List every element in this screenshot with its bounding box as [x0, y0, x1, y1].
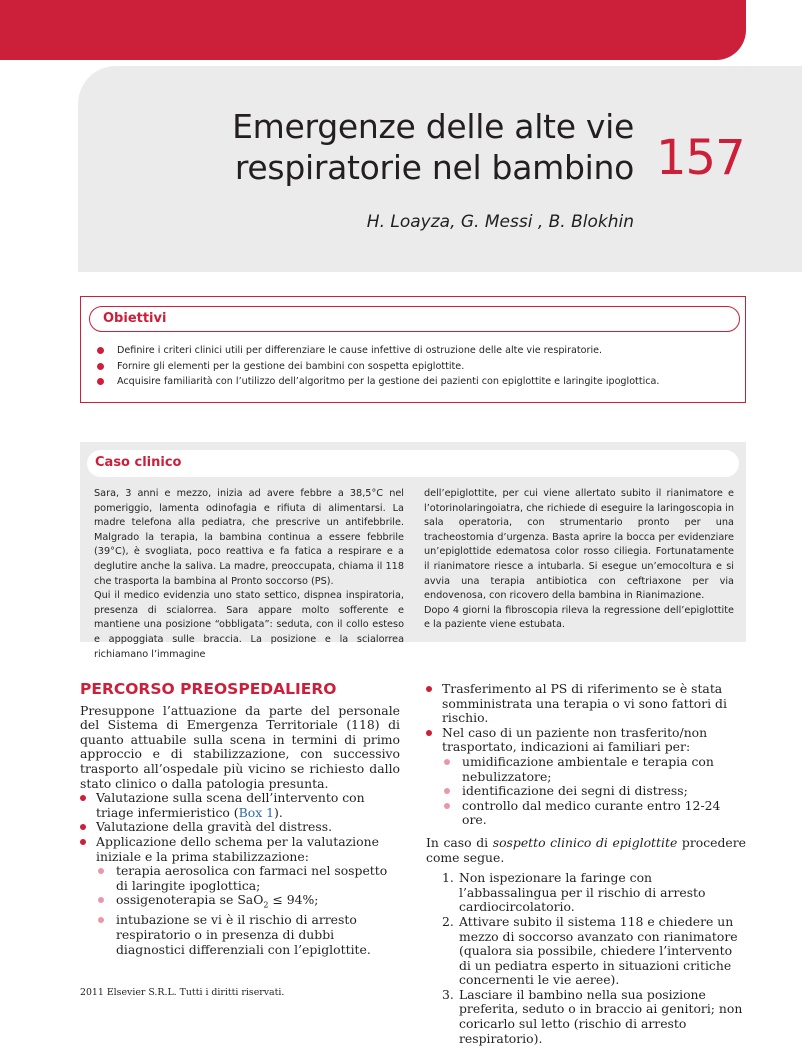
section-intro: Presuppone l’attuazione da parte del personale del Sistema di Emergenza Territoriale (118) di quanto attuabile sulla scena in termini di primo approccio e di stabilizzazione, con successivo trasporto all’ospedale più vicino se richiesto dallo stato clinico o dalla patologia presunta.: [80, 702, 400, 791]
bullet-text: Nel caso di un paziente non trasferito/non trasportato, indicazioni ai familiari per:: [442, 724, 708, 755]
bullet-icon: [97, 347, 104, 354]
bullet-icon: [97, 363, 104, 370]
box-1-link[interactable]: Box 1: [238, 804, 275, 820]
objective-item: [97, 374, 659, 390]
sub-bullet-item: [96, 913, 400, 957]
numbered-item: [426, 988, 746, 1046]
bullet-item: [426, 682, 746, 726]
sub-bullet-icon: [444, 788, 450, 794]
sub-bullet-text-end: ≤ 94%;: [268, 892, 319, 908]
sub-bullet-item: [96, 893, 400, 913]
header-red-band: [0, 0, 746, 60]
sub-bullet-list: [96, 864, 400, 957]
authors: H. Loayza, G. Messi , B. Blokhin: [366, 212, 634, 232]
intro2-prefix: In caso di: [426, 834, 493, 850]
sub-bullet-text: intubazione se vi è il rischio di arresto respiratorio o in presenza di dubbi diagnostici differenziali con l’epiglottite.: [116, 912, 371, 957]
sub-bullet-text: umidificazione ambientale e terapia con nebulizzatore;: [462, 753, 714, 784]
intro2-suffix: procedere come segue.: [426, 834, 747, 865]
objective-text: Fornire gli elementi per la gestione dei bambini con sospetta epiglottite.: [117, 360, 465, 372]
bullet-text: Trasferimento al PS di riferimento se è stata somministrata una terapia o vi sono fattori di rischio.: [442, 681, 727, 726]
sub-bullet-text: terapia aerosolica con farmaci nel sospetto di laringite ipoglottica;: [116, 863, 388, 893]
case-paragraph: Dopo 4 giorni la fibroscopia rileva la regressione dell’epiglottite e la paziente viene estubata.: [424, 604, 734, 631]
objective-item: [97, 343, 659, 359]
objectives-heading: Obiettivi: [103, 311, 167, 326]
numbered-text: Lasciare il bambino nella sua posizione preferita, seduto o in braccio ai genitori; non coricarlo sul letto (rischio di arresto respiratorio).: [459, 986, 743, 1046]
bullet-icon: [80, 795, 86, 801]
section-heading: PERCORSO PREOSPEDALIERO: [80, 680, 337, 698]
bullet-list: [426, 682, 746, 828]
chapter-title-line2: respiratorie nel bambino: [234, 148, 634, 187]
bullet-icon: [80, 824, 86, 830]
sub-bullet-text: identificazione dei segni di distress;: [462, 783, 688, 799]
sub-bullet-text: controllo dal medico curante entro 12-24 ore.: [462, 797, 721, 828]
sub-bullet-icon: [444, 759, 450, 765]
case-column-left: [94, 487, 404, 662]
sub-bullet-item: [442, 755, 746, 784]
objectives-list: [97, 343, 659, 390]
numbered-item: [426, 871, 746, 915]
bullet-text-end: ).: [274, 804, 283, 820]
case-heading-pill: [87, 450, 739, 477]
numbered-list: [426, 871, 746, 1046]
bullet-item: [426, 726, 746, 828]
sub-bullet-list: [442, 755, 746, 828]
chapter-number: 157: [656, 130, 745, 186]
sao2-subscript: 2: [263, 900, 269, 910]
sub-bullet-text: ossigenoterapia se SaO: [116, 892, 264, 908]
objective-text: Acquisire familiarità con l’utilizzo dell’algoritmo per la gestione dei pazienti con epiglottite e laringite ipoglottica.: [117, 376, 660, 387]
bullet-text: Valutazione della gravità del distress.: [96, 819, 333, 835]
sub-bullet-item: [442, 784, 746, 799]
bullet-icon: [426, 686, 432, 692]
bullet-icon: [97, 378, 104, 385]
case-paragraph: dell’epiglottite, per cui viene allertato subito il rianimatore e l’otorinolaringoiatra, che richiede di eseguire la laringoscopia in sala operatoria, con strumentario pronto per una tracheostomia d’urgenza. Basta aprire la bocca per evidenziare un’epiglottide edematosa color rosso ciliegia. Fortunatamente il rianimatore riesce a intubarla. Si esegue un’emocoltura e si avvia una terapia antibiotica con ceftriaxone per via endovenosa, con ricovero della bambina in Rianimazione.: [424, 488, 734, 602]
item-number: 2.: [442, 913, 454, 929]
case-heading: Caso clinico: [95, 455, 182, 470]
sub-bullet-icon: [98, 897, 104, 903]
bullet-item: [80, 791, 400, 820]
case-box: [80, 442, 746, 660]
objective-item: [97, 359, 659, 375]
case-column-right: [424, 487, 734, 633]
item-number: 3.: [442, 986, 454, 1002]
sub-bullet-icon: [98, 868, 104, 874]
numbered-item: [426, 915, 746, 988]
sub-bullet-icon: [444, 803, 450, 809]
case-paragraph: Qui il medico evidenzia uno stato settico, dispnea inspiratoria, presenza di scialorrea. Sara appare molto sofferente e mantiene una posizione “obbligata”: seduta, con il collo esteso e appoggiata sulle braccia. La posizione e la scialorrea richiamano l’immagine: [94, 590, 404, 660]
bullet-text: Applicazione dello schema per la valutazione iniziale e la prima stabilizzazione:: [96, 833, 379, 864]
numbered-text: Attivare subito il sistema 118 e chiedere un mezzo di soccorso avanzato con rianimatore (qualora sia possibile, chiedere l’intervento di un pediatra esperto in situazioni critiche concernenti le vie aeree).: [459, 913, 738, 988]
intro2-italic: sospetto clinico di epiglottite: [492, 834, 678, 850]
epiglottitis-intro: [426, 836, 746, 865]
numbered-text: Non ispezionare la faringe con l’abbassalingua per il rischio di arresto cardiocircolatorio.: [459, 870, 706, 915]
item-number: 1.: [442, 870, 454, 886]
bullet-item: [80, 820, 400, 835]
body-column-left: [80, 682, 400, 957]
case-paragraph: Sara, 3 anni e mezzo, inizia ad avere febbre a 38,5°C nel pomeriggio, lamenta odinofagia e rifiuta di alimentarsi. La madre telefona alla pediatra, che prescrive un antifebbrile. Malgrado la terapia, la bambina continua a essere febbrile (39°C), è svogliata, poco reattiva e fa fatica a respirare e a deglutire anche la saliva. La madre, preoccupata, chiama il 118 che trasporta la bambina al Pronto soccorso (PS).: [94, 488, 404, 587]
sub-bullet-item: [442, 799, 746, 828]
bullet-text: Valutazione sulla scena dell’intervento con triage infermieristico (: [96, 790, 365, 820]
objectives-heading-pill: [89, 306, 740, 332]
body-column-right: [426, 682, 746, 1046]
sub-bullet-icon: [98, 917, 104, 923]
bullet-icon: [80, 839, 86, 845]
chapter-title: [232, 106, 634, 188]
sub-bullet-item: [96, 864, 400, 893]
bullet-list: [80, 791, 400, 957]
copyright-footer: 2011 Elsevier S.R.L. Tutti i diritti riservati.: [80, 987, 285, 998]
chapter-title-line1: Emergenze delle alte vie: [232, 107, 634, 146]
objectives-box: [80, 296, 746, 403]
bullet-icon: [426, 730, 432, 736]
bullet-item: [80, 835, 400, 957]
objective-text: Definire i criteri clinici utili per differenziare le cause infettive di ostruzione delle alte vie respiratorie.: [117, 345, 603, 356]
